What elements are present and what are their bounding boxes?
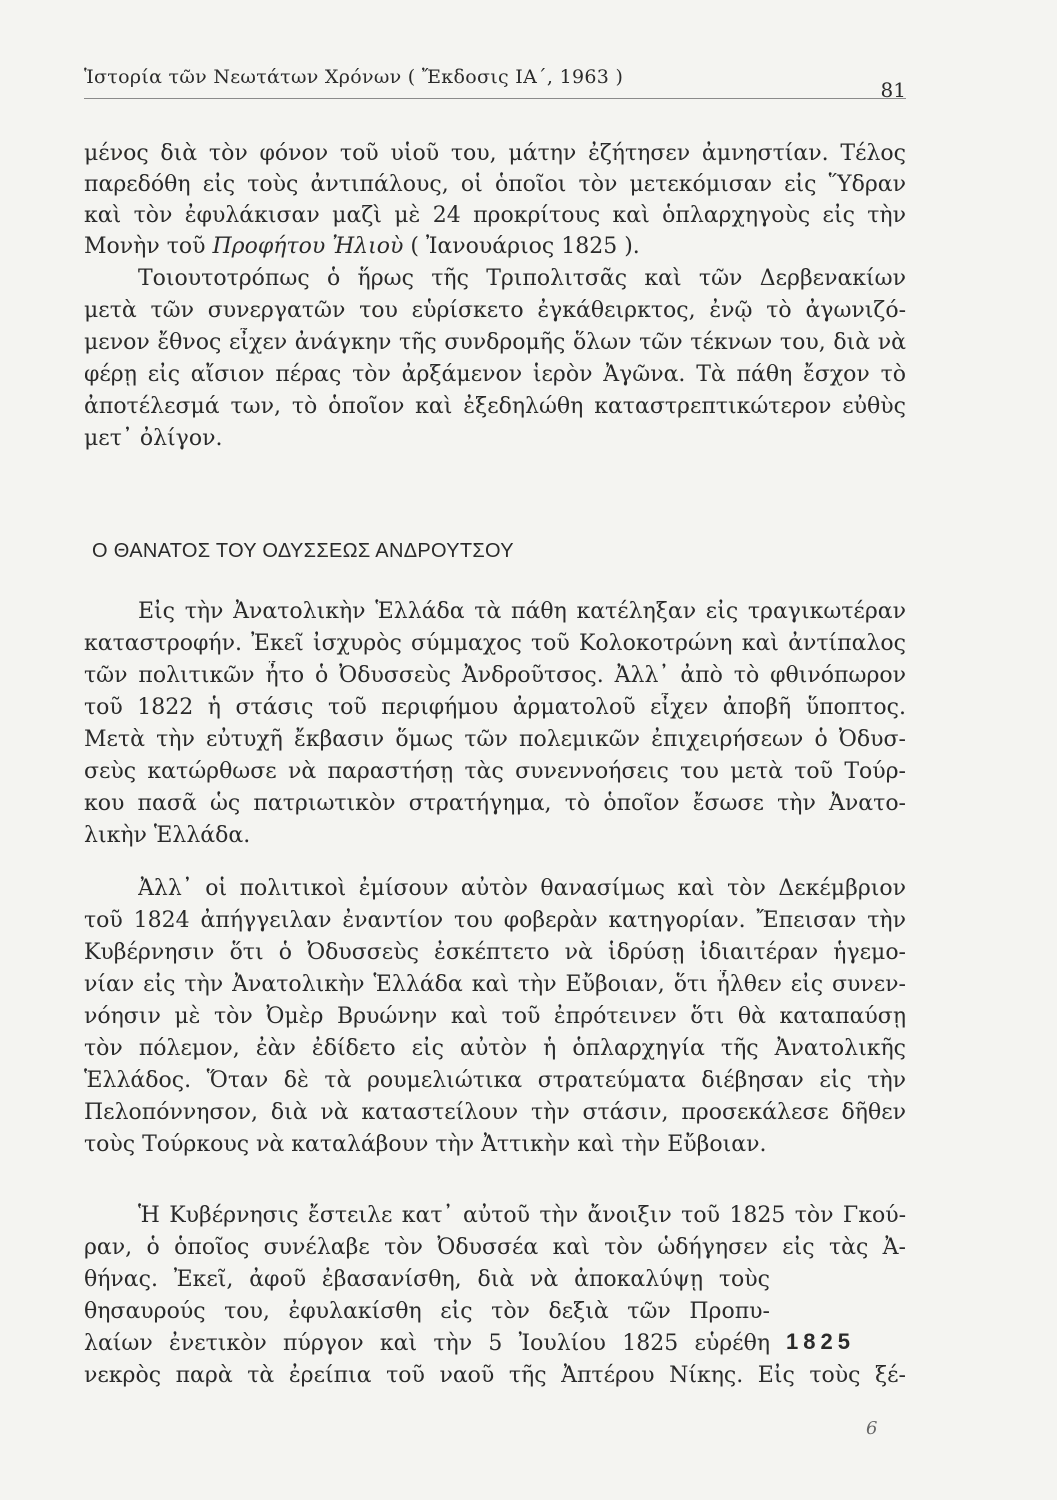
text-line: νεκρὸς παρὰ τὰ ἐρείπια τοῦ ναοῦ τῆς Ἀπτέρου Νίκης. Εἰς τοὺς ξέ- [84, 1363, 906, 1388]
text-line: τοὺς Τούρκους νὰ καταλάβουν τὴν Ἀττικὴν καὶ τὴν Εὔβοιαν. [84, 1132, 767, 1157]
italic-place-name: Προφήτου Ἠλιοὺ [212, 234, 404, 259]
text-line: θήνας. Ἐκεῖ, ἀφοῦ ἐβασανίσθη, διὰ νὰ ἀποκαλύψῃ τοὺς [84, 1267, 770, 1292]
text-line: Εἰς τὴν Ἀνατολικὴν Ἑλλάδα τὰ πάθη κατέληξαν εἰς τραγικωτέραν [138, 599, 906, 624]
text-line: τοῦ 1822 ἡ στάσις τοῦ περιφήμου ἀρματολοῦ εἶχεν ἀποβῆ ὕποπτος. [84, 695, 906, 720]
text-line: θησαυρούς του, ἐφυλακίσθη εἰς τὸν δεξιὰ τῶν Προπυ- [84, 1299, 770, 1324]
text-line: μετ᾽ ὀλίγον. [84, 426, 223, 451]
text-line: μετὰ τῶν συνεργατῶν του εὑρίσκετο ἐγκάθειρκτος, ἐνῷ τὸ ἀγωνιζό- [84, 298, 906, 323]
text-line: Ἡ Κυβέρνησις ἔστειλε κατ᾽ αὐτοῦ τὴν ἄνοιξιν τοῦ 1825 τὸν Γκού- [138, 1203, 906, 1228]
text-line: Πελοπόννησον, διὰ νὰ καταστείλουν τὴν στάσιν, προσεκάλεσε δῆθεν [84, 1100, 906, 1125]
text-line: τὸν πόλεμον, ἐὰν ἐδίδετο εἰς αὐτὸν ἡ ὁπλαρχηγία τῆς Ἀνατολικῆς [84, 1036, 906, 1061]
text-line: Ἑλλάδος. Ὅταν δὲ τὰ ρουμελιώτικα στρατεύματα διέβησαν εἰς τὴν [84, 1068, 906, 1093]
text-line: κου πασᾶ ὡς πατριωτικὸν στρατήγημα, τὸ ὁποῖον ἔσωσε τὴν Ἀνατο- [84, 791, 906, 816]
text-line: λικὴν Ἑλλάδα. [84, 823, 251, 848]
text-line: τῶν πολιτικῶν ἦτο ὁ Ὀδυσσεὺς Ἀνδροῦτσος. Ἀλλ᾽ ἀπὸ τὸ φθινόπωρον [84, 663, 906, 688]
text-line: νίαν εἰς τὴν Ἀνατολικὴν Ἑλλάδα καὶ τὴν Εὔβοιαν, ὅτι ἦλθεν εἰς συνεν- [84, 972, 906, 997]
text-line: καὶ τὸν ἐφυλάκισαν μαζὶ μὲ 24 προκρίτους καὶ ὁπλαρχηγοὺς εἰς τὴν [84, 203, 906, 228]
section-heading: Ο ΘΑΝΑΤΟΣ ΤΟΥ ΟΔΥΣΣΕΩΣ ΑΝΔΡΟΥΤΣΟΥ [92, 540, 514, 562]
text-line: σεὺς κατώρθωσε νὰ παραστήσῃ τὰς συνεννοήσεις του μετὰ τοῦ Τούρ- [84, 759, 906, 784]
text-line: λαίων ἐνετικὸν πύργον καὶ τὴν 5 Ἰουλίου 1825 εὑρέθη [84, 1331, 770, 1356]
text-line: τοῦ 1824 ἀπήγγειλαν ἐναντίον του φοβερὰν κατηγορίαν. Ἔπεισαν τὴν [84, 908, 906, 933]
page-number: 81 [880, 78, 906, 102]
page-header [84, 64, 906, 102]
margin-year-note: 1825 [786, 1329, 855, 1354]
text-line: ἀποτέλεσμά των, τὸ ὁποῖον καὶ ἐξεδηλώθη καταστρεπτικώτερον εὐθὺς [84, 394, 906, 419]
signature-mark: 6 [866, 1418, 878, 1439]
text-line [84, 232, 906, 262]
text-line: ραν, ὁ ὁποῖος συνέλαβε τὸν Ὀδυσσέα καὶ τὸν ὡδήγησεν εἰς τὰς Ἀ- [84, 1235, 906, 1260]
text-line: Κυβέρνησιν ὅτι ὁ Ὀδυσσεὺς ἐσκέπτετο νὰ ἱδρύσῃ ἰδιαιτέραν ἡγεμο- [84, 940, 906, 965]
text-span: ( Ἰανουάριος 1825 ). [410, 234, 640, 259]
text-line: παρεδόθη εἰς τοὺς ἀντιπάλους, οἱ ὁποῖοι τὸν μετεκόμισαν εἰς Ὕδραν [84, 172, 906, 197]
text-line: νόησιν μὲ τὸν Ὀμὲρ Βρυώνην καὶ τοῦ ἐπρότεινεν ὅτι θὰ καταπαύσῃ [84, 1004, 906, 1029]
text-line: Τοιουτοτρόπως ὁ ἥρως τῆς Τριπολιτσᾶς καὶ τῶν Δερβενακίων [138, 266, 906, 291]
text-line: καταστροφήν. Ἐκεῖ ἰσχυρὸς σύμμαχος τοῦ Κολοκοτρώνη καὶ ἀντίπαλος [84, 631, 906, 656]
text-span: Μονὴν τοῦ [84, 234, 206, 259]
text-line: μενον ἔθνος εἶχεν ἀνάγκην τῆς συνδρομῆς ὅλων τῶν τέκνων του, διὰ νὰ [84, 330, 906, 355]
text-line: Μετὰ τὴν εὐτυχῆ ἔκβασιν ὅμως τῶν πολεμικῶν ἐπιχειρήσεων ὁ Ὀδυσ- [84, 727, 906, 752]
text-line: φέρῃ εἰς αἴσιον πέρας τὸν ἀρξάμενον ἱερὸν Ἀγῶνα. Τὰ πάθη ἔσχον τὸ [84, 362, 906, 387]
text-line: μένος διὰ τὸν φόνον τοῦ υἱοῦ του, μάτην ἐζήτησεν ἀμνηστίαν. Τέλος [84, 141, 906, 166]
text-line: Ἀλλ᾽ οἱ πολιτικοὶ ἐμίσουν αὐτὸν θανασίμως καὶ τὸν Δεκέμβριον [138, 876, 906, 901]
running-title: Ἱστορία τῶν Νεωτάτων Χρόνων ( Ἔκδοσις ΙΑ΄, 1963 ) [84, 66, 624, 88]
